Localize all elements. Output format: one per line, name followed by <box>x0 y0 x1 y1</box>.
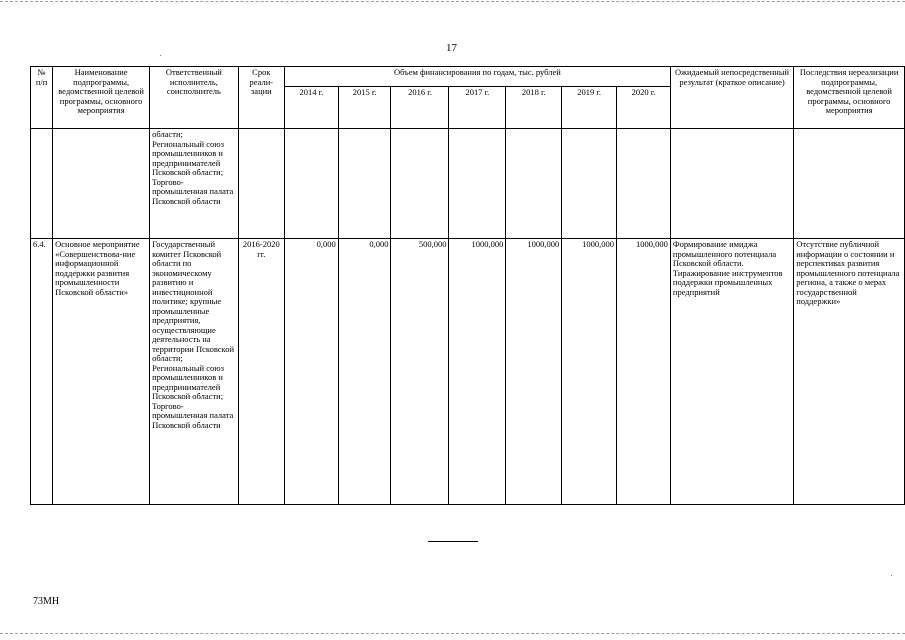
header-name: Наименование подпрограммы, ведомственной целевой программы, основного мероприятия <box>53 67 150 129</box>
document-code: 73МН <box>33 596 60 607</box>
scan-speck <box>160 55 161 56</box>
row-value-2015 <box>338 129 391 239</box>
row-result <box>670 129 793 239</box>
row-value-2014: 0,000 <box>285 239 339 505</box>
row-value-2016: 500,000 <box>391 239 449 505</box>
table-row <box>31 129 905 239</box>
row-value-2015: 0,000 <box>338 239 391 505</box>
row-value-2018 <box>506 129 562 239</box>
header-row <box>31 67 905 87</box>
header-year-2019: 2019 г. <box>562 87 617 129</box>
row-num: 6.4. <box>31 239 53 505</box>
row-value-2016 <box>391 129 449 239</box>
row-consequences <box>794 129 905 239</box>
row-name: Основное мероприятие «Совершенствова-ние информационной поддержки развития промышленности Псковской области» <box>53 239 150 505</box>
row-value-2020 <box>617 129 671 239</box>
row-value-2014 <box>285 129 339 239</box>
header-term: Срок реали-зации <box>238 67 284 129</box>
footer-divider <box>428 541 478 542</box>
header-year-2017: 2017 г. <box>449 87 506 129</box>
row-term <box>238 129 284 239</box>
row-value-2019: 1000,000 <box>562 239 617 505</box>
header-year-2018: 2018 г. <box>506 87 562 129</box>
program-table <box>30 66 905 505</box>
row-value-2018: 1000,000 <box>506 239 562 505</box>
table-row <box>31 239 905 505</box>
row-value-2017: 1000,000 <box>449 239 506 505</box>
row-result: Формирование имиджа промышленного потенциала Псковской области. Тиражирование инструментов поддержки промышленных предприятий <box>670 239 793 505</box>
header-result: Ожидаемый непосредственный результат (краткое описание) <box>670 67 793 129</box>
header-year-2014: 2014 г. <box>285 87 339 129</box>
header-year-2016: 2016 г. <box>391 87 449 129</box>
row-consequences: Отсутствие публичной информации о состоянии и перспективах развития промышленного потенциала региона, а также о мерах государственной поддержки» <box>794 239 905 505</box>
header-responsible: Ответственный исполнитель, соисполнитель <box>150 67 239 129</box>
header-year-2015: 2015 г. <box>338 87 391 129</box>
header-consequences: Последствия нереализации подпрограммы, ведомственной целевой программы, основного мероприятия <box>794 67 905 129</box>
header-funding: Объем финансирования по годам, тыс. рублей <box>285 67 671 87</box>
page-number: 17 <box>446 42 457 54</box>
scan-edge-top <box>0 1 905 2</box>
row-responsible: Государственный комитет Псковской области по экономическому развитию и инвестиционной политике; крупные промышленные предприятия, осуществляющие деятельность на территории Псковской области; Региональный союз промышленников и предпринимателей Псковской области; Торгово-промышленная палата Псковской области <box>150 239 239 505</box>
header-num: № п/п <box>31 67 53 129</box>
row-term: 2016-2020 гг. <box>238 239 284 505</box>
row-responsible: области; Региональный союз промышленников и предпринимателей Псковской области; Торгово-промышленная палата Псковской области <box>150 129 239 239</box>
scan-edge-bottom <box>0 633 905 634</box>
row-num <box>31 129 53 239</box>
row-name <box>53 129 150 239</box>
scan-speck <box>891 575 892 576</box>
header-year-2020: 2020 г. <box>617 87 671 129</box>
row-value-2019 <box>562 129 617 239</box>
row-value-2017 <box>449 129 506 239</box>
row-value-2020: 1000,000 <box>617 239 671 505</box>
